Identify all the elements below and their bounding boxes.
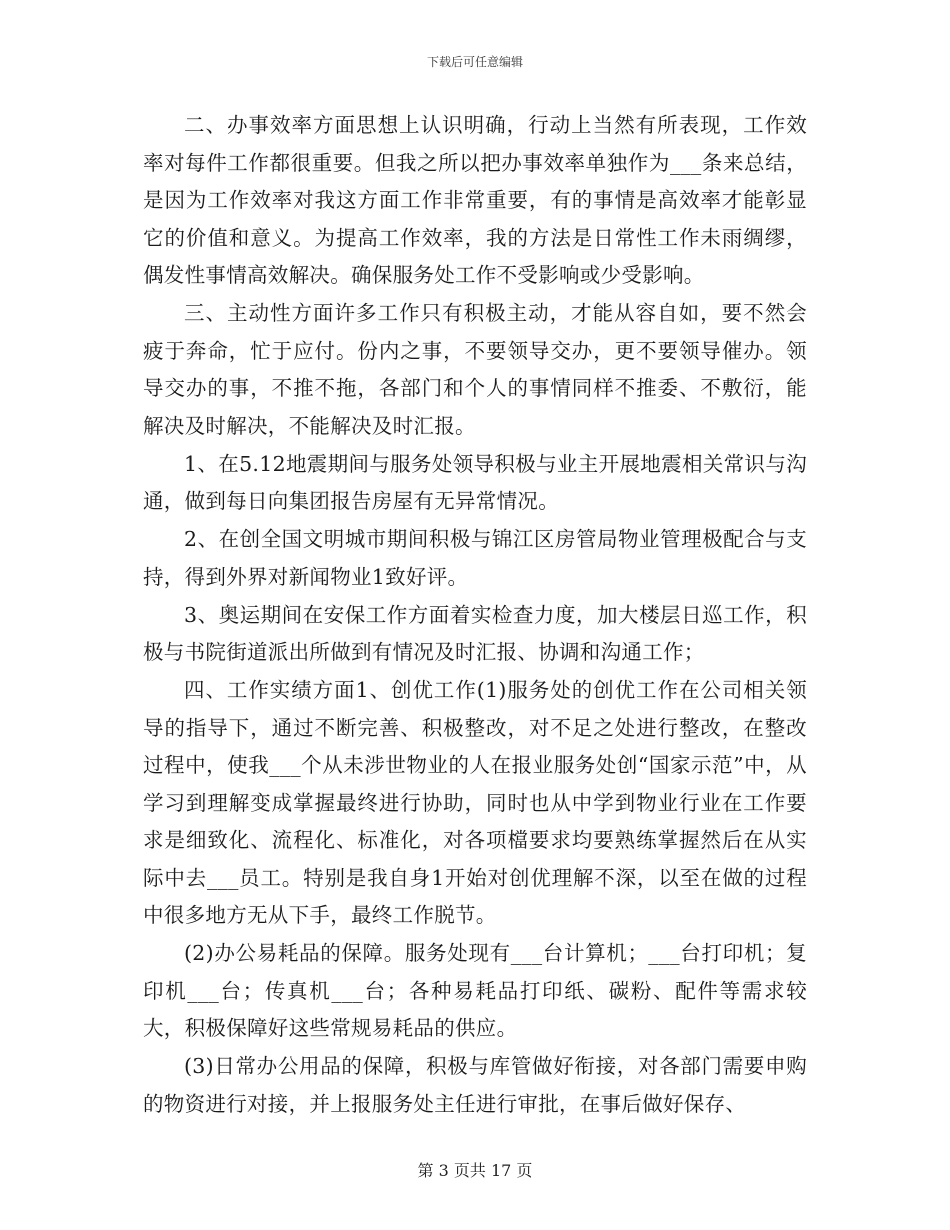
- paragraph-achievements: 四、工作实绩方面1、创优工作(1)服务处的创优工作在公司相关领导的指导下，通过不断完善、积极整改，对不足之处进行整改，在整改过程中，使我___个从未涉世物业的人在报业服务处创“国家示范”中，从学习到理解变成掌握最终进行协助，同时也从中学到物业行业在工作要求是细致化、流程化、标准化，对各项檔要求均要熟练掌握然后在从实际中去___员工。特别是我自身1开始对创优理解不深，以至在做的过程中很多地方无从下手，最终工作脱节。: [143, 678, 807, 927]
- paragraph-civilized-city: 2、在创全国文明城市期间积极与锦江区房管局物业管理极配合与支持，得到外界对新闻物业1致好评。: [143, 527, 807, 589]
- paragraph-efficiency: 二、办事效率方面思想上认识明确，行动上当然有所表现，工作效率对每件工作都很重要。但我之所以把办事效率单独作为___条来总结，是因为工作效率对我这方面工作非常重要，有的事情是高效率才能彰显它的价值和意义。为提高工作效率，我的方法是日常性工作未雨绸缪，偶发性事情高效解决。确保服务处工作不受影响或少受影响。: [143, 113, 807, 287]
- paragraph-consumables: (2)办公易耗品的保障。服务处现有___台计算机；___台打印机；复印机___台；传真机___台；各种易耗品打印纸、碳粉、配件等需求较大，积极保障好这些常规易耗品的供应。: [143, 941, 807, 1040]
- paragraph-olympics: 3、奥运期间在安保工作方面着实检查力度，加大楼层日巡工作，积极与书院街道派出所做到有情况及时汇报、协调和沟通工作；: [143, 602, 807, 664]
- page-header-note: 下载后可任意编辑: [426, 55, 523, 69]
- page-number: 第 3 页共 17 页: [417, 1161, 533, 1180]
- paragraph-office-supplies: (3)日常办公用品的保障，积极与库管做好衔接，对各部门需要申购的物资进行对接，并上报服务处主任进行审批，在事后做好保存、: [143, 1054, 807, 1116]
- paragraph-earthquake: 1、在5.12地震期间与服务处领导积极与业主开展地震相关常识与沟通，做到每日向集团报告房屋有无异常情况。: [143, 451, 807, 513]
- document-body: [143, 107, 807, 1124]
- paragraph-initiative: 三、主动性方面许多工作只有积极主动，才能从容自如，要不然会疲于奔命，忙于应付。份内之事，不要领导交办，更不要领导催办。领导交办的事，不推不拖，各部门和个人的事情同样不推委、不敷衍，能解决及时解决，不能解决及时汇报。: [143, 301, 807, 438]
